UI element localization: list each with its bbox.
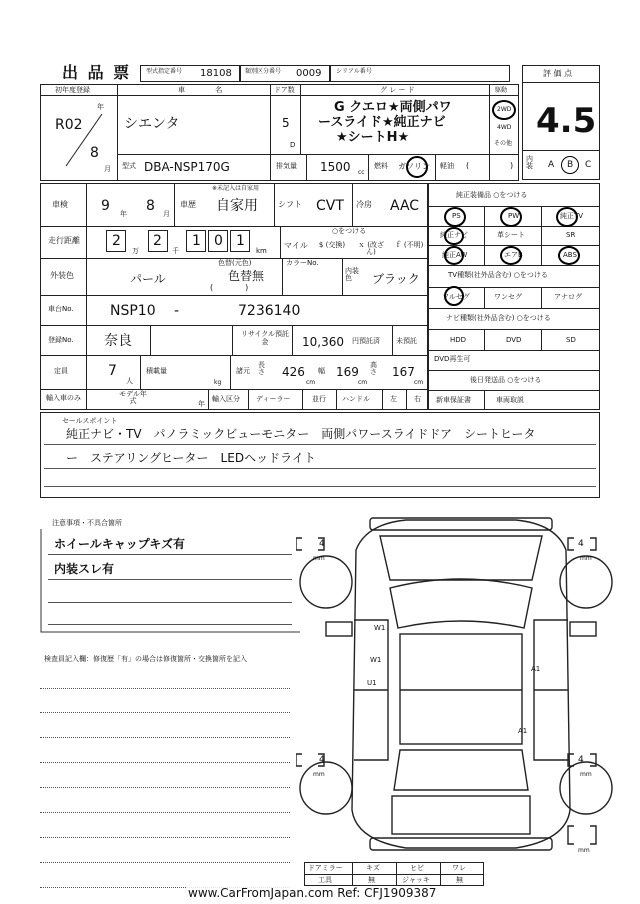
nav-dvd: DVD: [506, 336, 522, 344]
after-warranty: 新車保証書: [436, 396, 471, 404]
equip-airbag-circle: [500, 246, 522, 265]
equip-ps: PS: [452, 212, 461, 220]
model-value: DBA-NSP170G: [144, 160, 230, 174]
color-no-label: カラーNo.: [286, 259, 319, 267]
chassis-prefix: NSP10: [110, 303, 156, 319]
doors-value: 5: [282, 116, 290, 130]
rating-label: 評 価 点: [543, 69, 573, 78]
grade-line-2: ースライド★純正ナビ: [318, 115, 446, 130]
nav-title: ナビ種類(社外品含む) ○をつける: [446, 314, 551, 322]
equip-leather: 革シート: [497, 231, 525, 239]
fuel-circle: [406, 156, 428, 178]
tread-front-right-unit: mm: [580, 555, 592, 562]
tv-fullseg: フルセグ: [442, 293, 470, 301]
recycle-unpaid: 未預託: [396, 337, 417, 345]
shift-label: シフト: [278, 200, 302, 209]
tread-rear-left-unit: mm: [313, 771, 325, 778]
color-paren: ( ): [210, 283, 249, 292]
color-orig-label: 色替(元色): [218, 259, 252, 267]
drive-label: 駆動: [495, 87, 508, 94]
height-value: 167: [392, 365, 415, 379]
equip-tv-circle: [556, 207, 578, 227]
reg-area: 奈良: [104, 333, 132, 349]
equip-sr: SR: [566, 231, 576, 239]
tread-rear-left: 4: [319, 755, 325, 765]
import-parallel: 並行: [312, 395, 326, 403]
mileage-digit-3-value: 1: [192, 233, 201, 249]
first-reg-year-char: 年: [97, 103, 104, 111]
class-value: 0009: [296, 68, 322, 79]
tread-rear-right-unit: mm: [580, 771, 592, 778]
capacity-label: 定員: [54, 367, 68, 375]
dims-label: 諸元: [236, 367, 250, 375]
after-title: 後日発送品 ○をつける: [470, 376, 542, 384]
sales-line-2: ー ステアリングヒーター LEDヘッドライト: [66, 451, 316, 465]
color-change: 色替無: [228, 269, 265, 283]
int-color-label: 内装色: [345, 267, 359, 282]
chassis-label: 車台No.: [48, 305, 74, 313]
displacement-unit: cc: [358, 169, 365, 176]
equip-navi-circle: [444, 227, 464, 245]
interior-grade-c: C: [585, 160, 592, 170]
equip-ps-circle: [444, 207, 466, 227]
diesel-label: 軽油: [440, 162, 454, 170]
tread-front-left-unit: mm: [313, 555, 325, 562]
drive-other: その他: [494, 140, 513, 147]
fuel-value: ガソリン: [398, 162, 430, 171]
ft-jack-value: 無: [456, 876, 463, 884]
model-cert-label: 型式指定番号: [146, 68, 183, 75]
import-cat-label: 輸入区分: [212, 395, 240, 403]
mileage-digit-4-value: 0: [214, 233, 223, 249]
ft-scratch: キズ: [366, 864, 380, 872]
interior-label: 内装: [526, 155, 533, 170]
damage-mark-1: W1: [374, 624, 386, 632]
inspect-label: 車検: [52, 200, 68, 209]
load-unit: kg: [214, 379, 222, 386]
grade-label: グ レ ー ド: [380, 86, 415, 94]
equip-pw-circle: [500, 207, 522, 227]
grade-line-3: ★シートH★: [336, 130, 410, 145]
equip-navi: 純正ナビ: [440, 231, 468, 239]
tread-front-right: 4: [578, 539, 584, 549]
mileage-digit-1-value: 2: [112, 233, 121, 249]
width-unit: cm: [358, 379, 368, 386]
inspector-label: 検査員記入欄：修復歴「有」の場合は修復箇所・交換箇所を記入: [44, 655, 247, 663]
use-value: 自家用: [216, 198, 258, 214]
fuel-label: 燃料: [374, 162, 388, 170]
grade-line-1: G クエロ★両側パワ: [334, 100, 452, 115]
sheet-title: 出 品 票: [62, 63, 132, 82]
equip-abs-circle: [558, 246, 580, 265]
use-note: ※未記入は自家用: [212, 185, 260, 192]
ft-tool-value: 無: [368, 876, 375, 884]
ft-jack: ジャッキ: [402, 876, 430, 884]
nav-sd: SD: [566, 336, 576, 344]
car-name: シエンタ: [124, 116, 180, 132]
interior-grade-a: A: [548, 160, 555, 170]
tread-spare-unit: mm: [578, 847, 590, 854]
first-reg-era: R02: [55, 117, 83, 133]
length-value: 426: [282, 365, 305, 379]
sales-line-1: 純正ナビ・TV パノラミックビューモニター 両側パワースライドドア シートヒータ: [66, 427, 536, 441]
ft-crack: ヒビ: [410, 864, 424, 872]
mileage-unit-sen: 千: [172, 247, 179, 255]
ft-tool: 工具: [318, 876, 332, 884]
serial-label: シリアル番号: [336, 68, 372, 75]
capacity-unit: 人: [126, 377, 133, 385]
inspect-month: 8: [146, 198, 155, 214]
reg-label: 登録No.: [48, 336, 74, 344]
note-line-1: ホイールキャップキズ有: [54, 537, 186, 551]
exterior-label: 外装色: [50, 271, 74, 280]
damage-mark-2: W1: [370, 656, 382, 664]
mileage-unit-km: km: [256, 247, 267, 255]
watermark: www.CarFromJapan.com Ref: CFJ1909387: [188, 886, 437, 900]
ac-value: AAC: [390, 198, 420, 214]
inspect-month-unit: 月: [163, 210, 170, 218]
car-name-label: 車 名: [178, 86, 237, 94]
equipment-title: 純正装備品 ○をつける: [456, 191, 528, 199]
ft-broken: ワレ: [452, 864, 466, 872]
import-dealer: ディーラー: [256, 395, 291, 403]
interior-grade-b: B: [567, 160, 574, 170]
import-label: 輸入車のみ: [46, 394, 81, 402]
displacement-value: 1500: [320, 160, 351, 174]
nav-hdd: HDD: [450, 336, 467, 344]
recycle-amount: 10,360: [302, 335, 344, 349]
tv-fullseg-circle: [444, 286, 464, 306]
handle-right: 右: [414, 395, 421, 403]
tv-oneseg: ワンセグ: [494, 293, 522, 301]
note-line-2: 内装スレ有: [54, 562, 115, 576]
tv-title: TV種類(社外品含む) ○をつける: [448, 271, 548, 279]
chassis-number: 7236140: [238, 303, 301, 319]
width-value: 169: [336, 365, 359, 379]
recycle-label: リサイクル預託金: [240, 330, 290, 346]
interior-grade-circle: [561, 156, 579, 174]
diesel-paren-close: ): [510, 161, 514, 170]
mileage-digit-2-value: 2: [153, 233, 162, 249]
first-reg-month: 8: [90, 145, 99, 161]
height-label: 高さ: [370, 361, 377, 376]
sales-label: セールスポイント: [62, 417, 118, 425]
notes-label: 注意事項・不具合箇所: [52, 519, 122, 527]
recycle-paid: 円預託済: [352, 337, 380, 345]
rating-value: 4.5: [536, 101, 597, 141]
shift-value: CVT: [316, 198, 344, 214]
model-year-nen: 年: [198, 400, 205, 408]
tv-analog: アナログ: [554, 293, 582, 301]
inspect-year-unit: 年: [120, 210, 127, 218]
drive-4wd: 4WD: [497, 124, 512, 131]
handle-left: 左: [390, 395, 397, 403]
int-color: ブラック: [372, 272, 420, 286]
handle-label: ハンドル: [342, 395, 370, 403]
first-reg-label: 初年度登録: [55, 86, 90, 94]
car-damage-diagram: [296, 510, 616, 858]
length-label: 長さ: [258, 361, 265, 376]
mile-option-exchange: $ (交換): [318, 241, 346, 249]
ac-label: 冷房: [356, 200, 372, 209]
ft-mirror: ドアミラー: [308, 864, 343, 872]
use-label: 車歴: [180, 200, 196, 209]
doors-label: ドア数: [274, 86, 295, 94]
after-manual: 車両取説: [496, 396, 524, 404]
mileage-digit-5-value: 1: [236, 233, 245, 249]
damage-mark-3: U1: [367, 679, 377, 687]
drive-2wd: 2WD: [497, 106, 512, 113]
mileage-label: 走行距離: [48, 236, 80, 245]
chassis-dash: -: [174, 303, 180, 319]
class-label: 類別区分番号: [245, 68, 282, 75]
displacement-label: 排気量: [276, 162, 297, 170]
diesel-paren-open: (: [466, 161, 470, 170]
tread-rear-right: 4: [578, 755, 584, 765]
drive-circle: [492, 100, 516, 120]
damage-mark-4: A1: [531, 665, 541, 673]
first-reg-month-char: 月: [104, 165, 111, 173]
mile-label: マイル: [284, 241, 308, 250]
model-cert-value: 18108: [200, 68, 232, 79]
equip-aw-circle: [444, 246, 464, 265]
tread-front-left: 4: [319, 539, 325, 549]
equip-pw: PW: [508, 212, 520, 220]
doors-unit: D: [290, 141, 296, 149]
height-unit: cm: [414, 379, 424, 386]
equip-airbag: エアB: [504, 251, 523, 259]
model-year-label: モデル年式: [119, 390, 147, 405]
check-label: ○をつける: [332, 227, 367, 235]
load-label: 積載量: [146, 367, 167, 375]
mileage-unit-man: 万: [132, 247, 139, 255]
equip-aw: 純正AW: [442, 251, 468, 259]
width-label: 幅: [318, 367, 325, 375]
mile-option-unknown: ｆ (不明): [394, 241, 424, 249]
inspect-year: 9: [101, 198, 110, 214]
capacity-value: 7: [108, 363, 117, 379]
length-unit: cm: [306, 379, 316, 386]
mile-option-tamper: ｘ (改ざん): [358, 241, 384, 256]
equip-tv: 純正TV: [560, 212, 584, 220]
damage-mark-5: A1: [518, 727, 528, 735]
dvd-play: DVD再生可: [434, 355, 471, 363]
model-label: 型式: [122, 162, 136, 170]
exterior-color: パール: [130, 272, 166, 286]
equip-abs: ABS: [563, 251, 577, 259]
